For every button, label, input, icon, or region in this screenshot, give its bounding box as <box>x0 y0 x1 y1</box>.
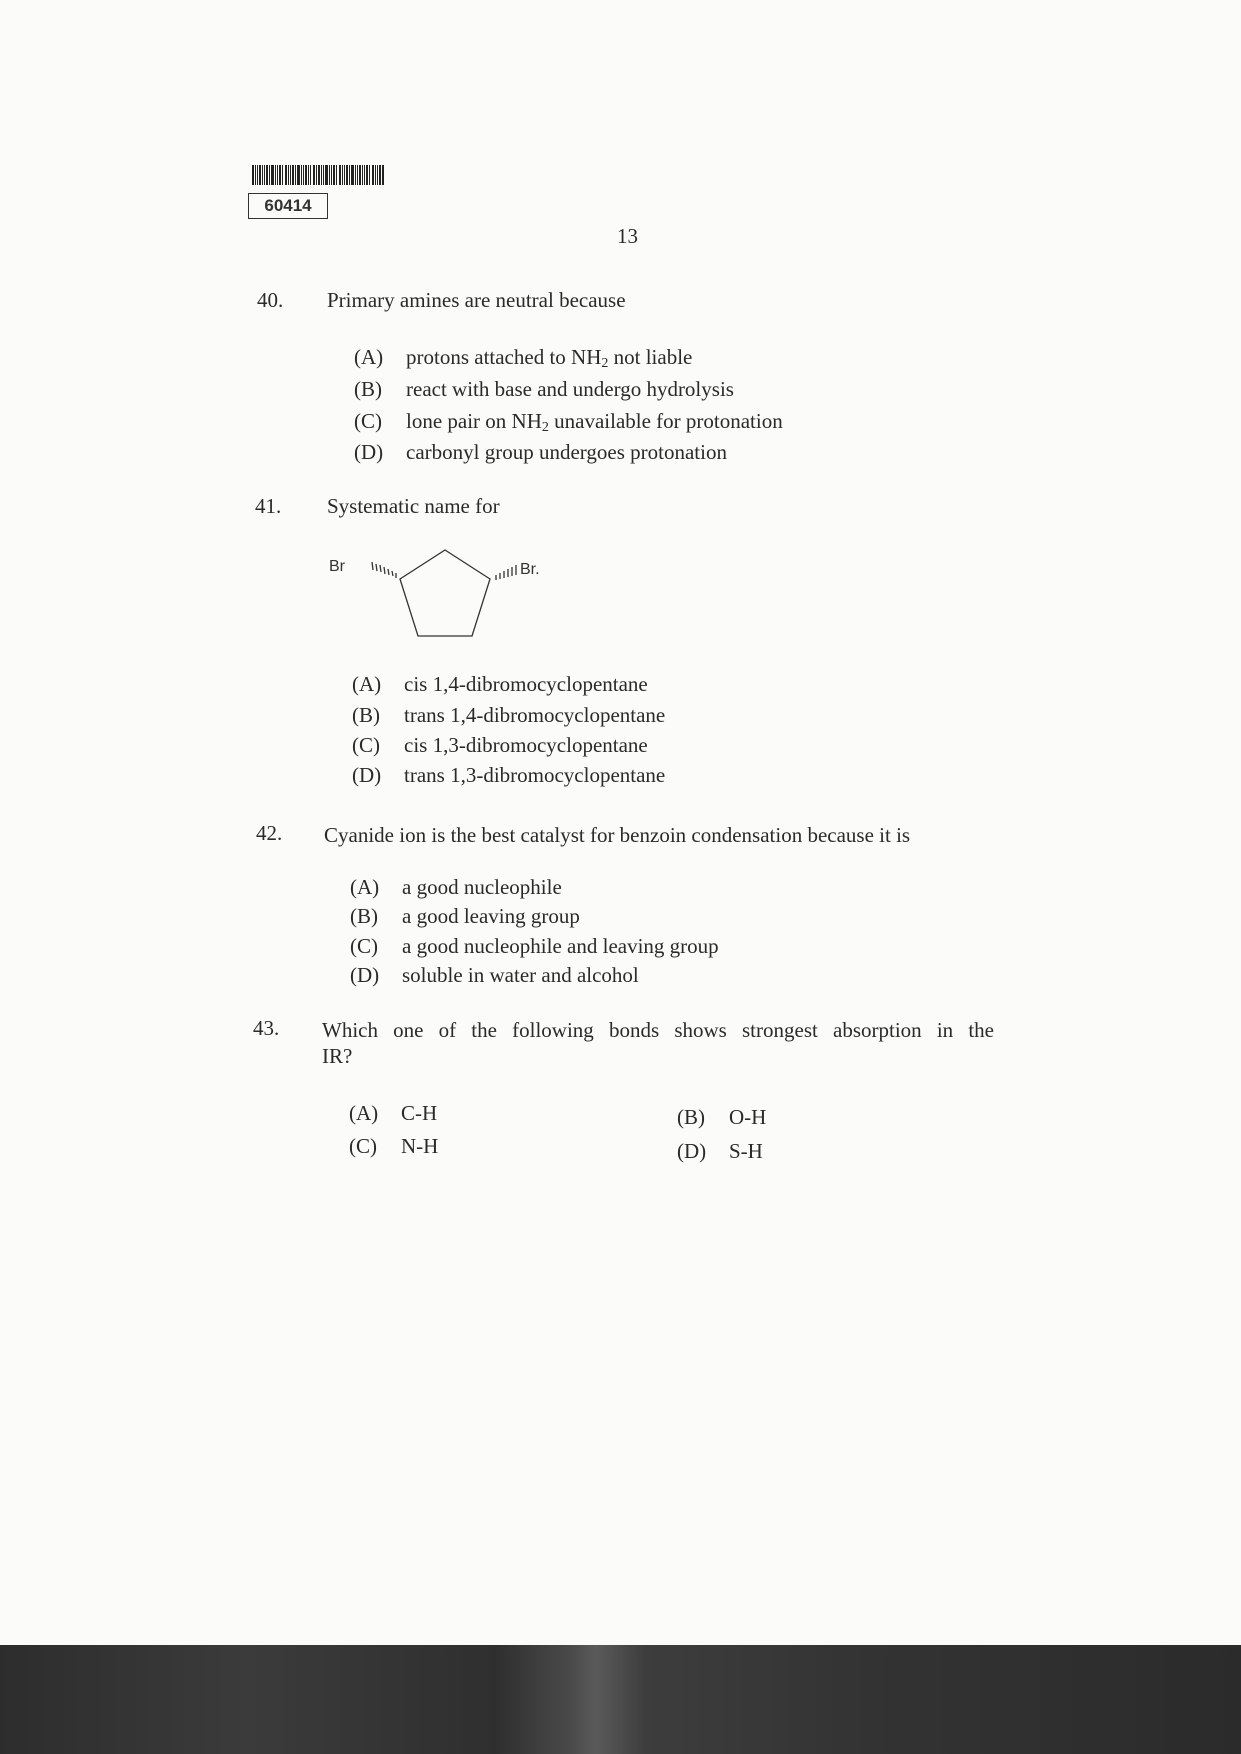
option-label: (C) <box>352 733 380 757</box>
question-number: 41. <box>255 494 282 518</box>
option-text: trans 1,3-dibromocyclopentane <box>404 763 666 787</box>
cyclopentane-ring <box>400 550 490 636</box>
option-label: (B) <box>354 377 382 401</box>
option-text: cis 1,3-dibromocyclopentane <box>404 733 648 757</box>
option-c[interactable] <box>350 934 719 959</box>
question-text-continued: IR? <box>322 1044 353 1068</box>
option-a[interactable] <box>349 1101 437 1126</box>
option-label: (C) <box>350 934 378 958</box>
option-b[interactable] <box>352 703 665 728</box>
option-c[interactable] <box>352 733 648 758</box>
bromine-left-label: Br <box>329 558 345 575</box>
option-text: a good nucleophile and leaving group <box>402 934 719 958</box>
option-text-end: unavailable for protonation <box>548 409 783 433</box>
option-label: (B) <box>350 904 378 928</box>
subscript: 2 <box>541 420 549 435</box>
question-text: Which one of the following bonds shows strongest absorption in the <box>322 1018 994 1042</box>
option-c[interactable] <box>349 1134 438 1159</box>
hashed-wedge-right <box>496 565 516 580</box>
option-a[interactable] <box>352 672 648 697</box>
question-number: 43. <box>253 1016 280 1040</box>
option-label: (D) <box>354 440 384 464</box>
option-d[interactable] <box>350 963 639 988</box>
option-label: (B) <box>352 703 380 727</box>
option-text: react with base and undergo hydrolysis <box>406 377 734 401</box>
option-b[interactable] <box>354 377 734 402</box>
option-label: (B) <box>677 1105 705 1129</box>
barcode <box>252 165 384 185</box>
subscript: 2 <box>601 356 609 371</box>
option-text: S-H <box>729 1139 763 1163</box>
hashed-wedge-left <box>372 562 396 578</box>
option-label: (A) <box>352 672 382 696</box>
option-text: lone pair on NH <box>406 409 542 433</box>
option-text-end: not liable <box>608 345 693 369</box>
option-label: (A) <box>349 1101 379 1125</box>
option-text: a good leaving group <box>402 904 580 928</box>
page-number: 13 <box>617 224 638 248</box>
question-text: Cyanide ion is the best catalyst for benzoin condensation because it is <box>324 823 911 847</box>
option-b[interactable] <box>677 1105 766 1130</box>
option-text: O-H <box>729 1105 767 1129</box>
option-text: protons attached to NH <box>406 345 602 369</box>
option-text: trans 1,4-dibromocyclopentane <box>404 703 666 727</box>
option-label: (C) <box>354 409 382 433</box>
option-label: (D) <box>350 963 380 987</box>
option-c[interactable] <box>354 409 783 436</box>
scanner-background-strip <box>0 1645 1241 1754</box>
bromine-right-label: Br. <box>520 561 540 578</box>
paper-code: 60414 <box>248 193 328 219</box>
option-label: (A) <box>354 345 384 369</box>
question-number: 42. <box>256 821 283 845</box>
option-label: (D) <box>677 1139 707 1163</box>
option-label: (D) <box>352 763 382 787</box>
question-text: Systematic name for <box>327 494 500 518</box>
option-d[interactable] <box>354 440 727 465</box>
option-text: a good nucleophile <box>402 875 562 899</box>
option-text: C-H <box>401 1101 438 1125</box>
question-number: 40. <box>257 288 284 312</box>
option-a[interactable] <box>354 345 692 372</box>
option-text: carbonyl group undergoes protonation <box>406 440 727 464</box>
option-text: cis 1,4-dibromocyclopentane <box>404 672 648 696</box>
option-text: soluble in water and alcohol <box>402 963 639 987</box>
option-d[interactable] <box>677 1139 763 1164</box>
option-a[interactable] <box>350 875 562 900</box>
option-d[interactable] <box>352 763 665 788</box>
option-b[interactable] <box>350 904 580 929</box>
cyclopentane-structure <box>326 545 566 645</box>
option-text: N-H <box>401 1134 439 1158</box>
option-label: (C) <box>349 1134 377 1158</box>
option-label: (A) <box>350 875 380 899</box>
question-text: Primary amines are neutral because <box>327 288 626 312</box>
